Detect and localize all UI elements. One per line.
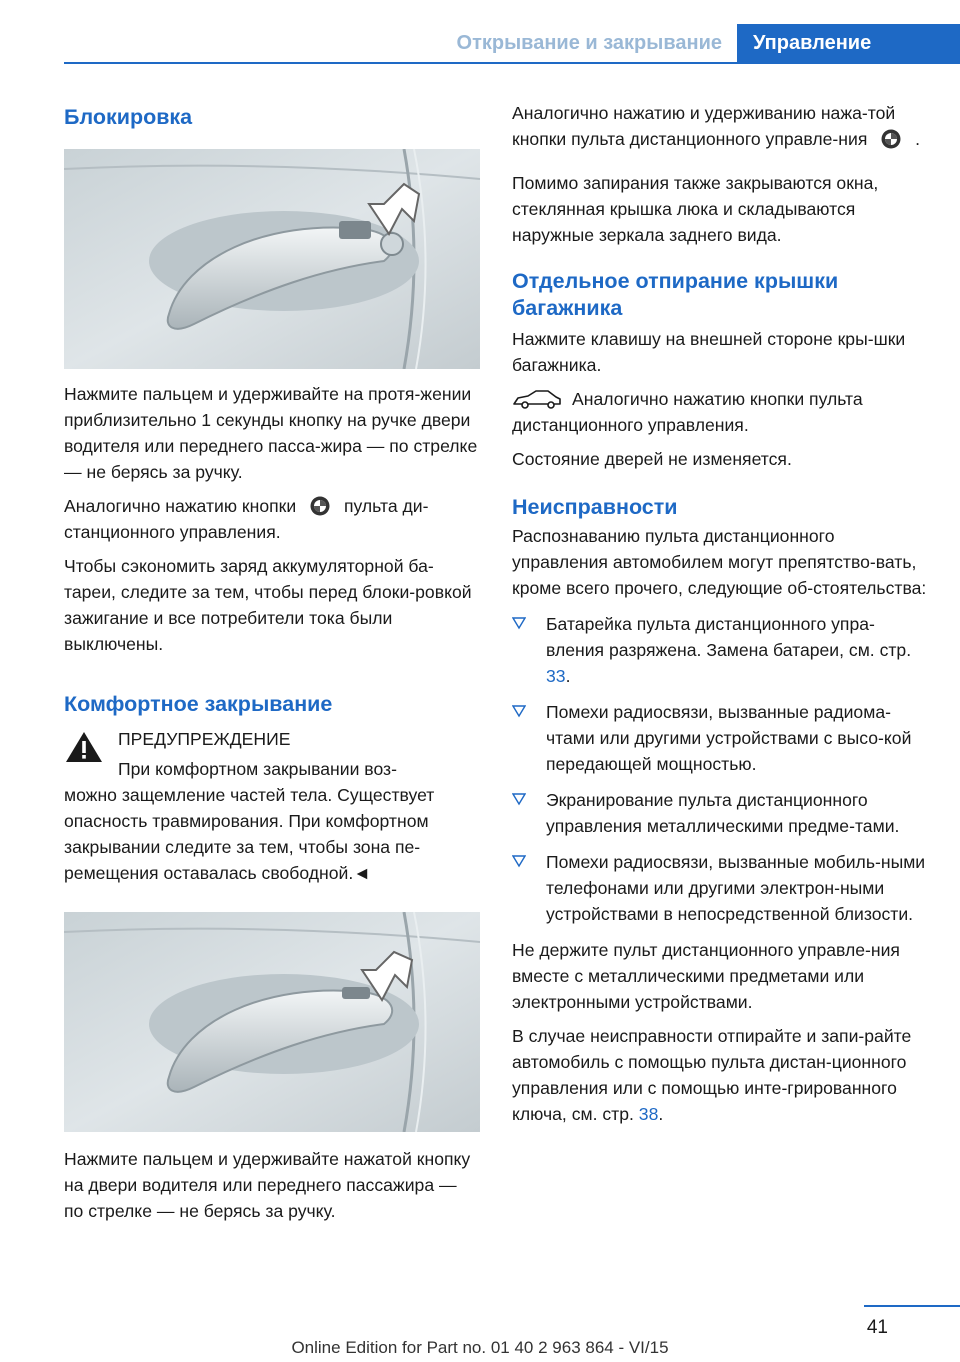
bullet-triangle-icon bbox=[512, 704, 526, 718]
fault-heading: Неисправности bbox=[512, 495, 678, 519]
remote-hold-pre: Аналогично нажатию и удерживанию нажа-той кнопки пульта дистанционного управле-ния bbox=[512, 103, 896, 149]
fault-action-text bbox=[512, 1023, 928, 1127]
trunk-state-text: Состояние дверей не изменяется. bbox=[512, 449, 792, 469]
header-chapter-tab: Управление bbox=[737, 24, 960, 62]
lock-battery-note: Чтобы сэкономить заряд аккумуляторной ба-тареи, следите за тем, чтобы перед блоки-ровкой зажигание и все потребители тока были выключены. bbox=[64, 556, 472, 654]
car-trunk-icon bbox=[512, 390, 562, 410]
page-link-33[interactable]: 33 bbox=[546, 666, 566, 686]
comfort-heading: Комфортное закрывание bbox=[64, 692, 333, 716]
bullet-triangle-icon bbox=[512, 854, 526, 868]
lock-caption: Нажмите пальцем и удерживайте на протя-жении приблизительно 1 секунды кнопку на ручке двери водителя или переднего пасса-жира — по стрелке — не берясь за ручку. bbox=[64, 384, 478, 482]
warning-first-line: При комфортном закрывании воз- bbox=[118, 759, 397, 779]
list-item-end: . bbox=[565, 666, 571, 686]
fault-action-end: . bbox=[658, 1104, 664, 1124]
footer-rule bbox=[864, 1305, 960, 1307]
list-item-text: Экранирование пульта дистанционного управления металлическими предме-тами. bbox=[546, 790, 900, 836]
door-handle-image-2 bbox=[64, 912, 480, 1132]
bmw-lock-button-icon bbox=[309, 495, 331, 517]
trunk-remote-text bbox=[512, 386, 928, 438]
lock-heading: Блокировка bbox=[64, 105, 193, 129]
door-handle-photo-lock bbox=[64, 149, 480, 369]
warning-title: ПРЕДУПРЕЖДЕНИЕ bbox=[118, 729, 291, 749]
comfort-caption: Нажмите пальцем и удерживайте нажатой кнопку на двери водителя или переднего пассажира — по стрелке — не берясь за ручку. bbox=[64, 1149, 471, 1221]
list-item-text: Батарейка пульта дистанционного упра-вления разряжена. Замена батареи, см. стр. bbox=[546, 614, 912, 660]
warning-text: можно защемление частей тела. Существует опасность травмирования. При комфортном закрывании следите за тем, чтобы зона пе-ремещения оставалась свободной.◄ bbox=[64, 785, 435, 883]
list-item-text: Помехи радиосвязи, вызванные радиома-чтами или другими устройствами с высо-кой передающей мощностью. bbox=[546, 702, 912, 774]
trunk-press-text: Нажмите клавишу на внешней стороне кры-шки багажника. bbox=[512, 329, 906, 375]
list-item bbox=[512, 611, 928, 689]
lock-remote-pre: Аналогично нажатию кнопки bbox=[64, 496, 297, 516]
header-rule bbox=[64, 62, 960, 64]
fault-intro: Распознаванию пульта дистанционного управления автомобилем могут препятство-вать, кроме всего прочего, следующие об-стоятельства: bbox=[512, 526, 927, 598]
right-column bbox=[512, 100, 928, 1127]
fault-action-pre: В случае неисправности отпирайте и запи-райте автомобиль с помощью пульта дистан-ционного управления или с помощью инте-грированного ключа, см. стр. bbox=[512, 1026, 912, 1124]
left-column bbox=[64, 100, 480, 1224]
bmw-lock-button-icon bbox=[880, 128, 902, 150]
remote-hold-post: . bbox=[915, 129, 921, 149]
list-item-text: Помехи радиосвязи, вызванные мобиль-ными телефонами или другими электрон-ными устройствами в непосредственной близости. bbox=[546, 852, 926, 924]
list-item bbox=[512, 787, 928, 839]
trunk-heading: Отдельное отпирание крышки багажника bbox=[512, 269, 839, 320]
bullet-triangle-icon bbox=[512, 616, 526, 630]
page-link-38[interactable]: 38 bbox=[638, 1104, 659, 1124]
door-handle-image bbox=[64, 149, 480, 369]
trunk-remote-label: Аналогично нажатию кнопки пульта дистанционного управления. bbox=[512, 389, 863, 435]
keep-apart-text: Не держите пульт дистанционного управле-ния вместе с металлическими предметами или электронными устройствами. bbox=[512, 940, 900, 1012]
lock-remote-post: пульта ди-станционного управления. bbox=[64, 496, 429, 542]
remote-hold-text bbox=[512, 100, 928, 152]
comfort-warning bbox=[64, 726, 480, 886]
list-item bbox=[512, 849, 928, 927]
lock-remote-text bbox=[64, 493, 480, 545]
fault-list bbox=[512, 611, 928, 927]
also-closes-text: Помимо запирания также закрываются окна, стеклянная крышка люка и складываются наружные зеркала заднего вида. bbox=[512, 173, 879, 245]
bullet-triangle-icon bbox=[512, 792, 526, 806]
footer-edition: Online Edition for Part no. 01 40 2 963 864 - VI/15 bbox=[291, 1338, 669, 1357]
header-section-title: Открывание и закрывание bbox=[456, 31, 722, 54]
page-number: 41 bbox=[866, 1317, 888, 1338]
warning-triangle-icon bbox=[64, 730, 104, 764]
list-item bbox=[512, 699, 928, 777]
door-handle-photo-comfort bbox=[64, 912, 480, 1132]
